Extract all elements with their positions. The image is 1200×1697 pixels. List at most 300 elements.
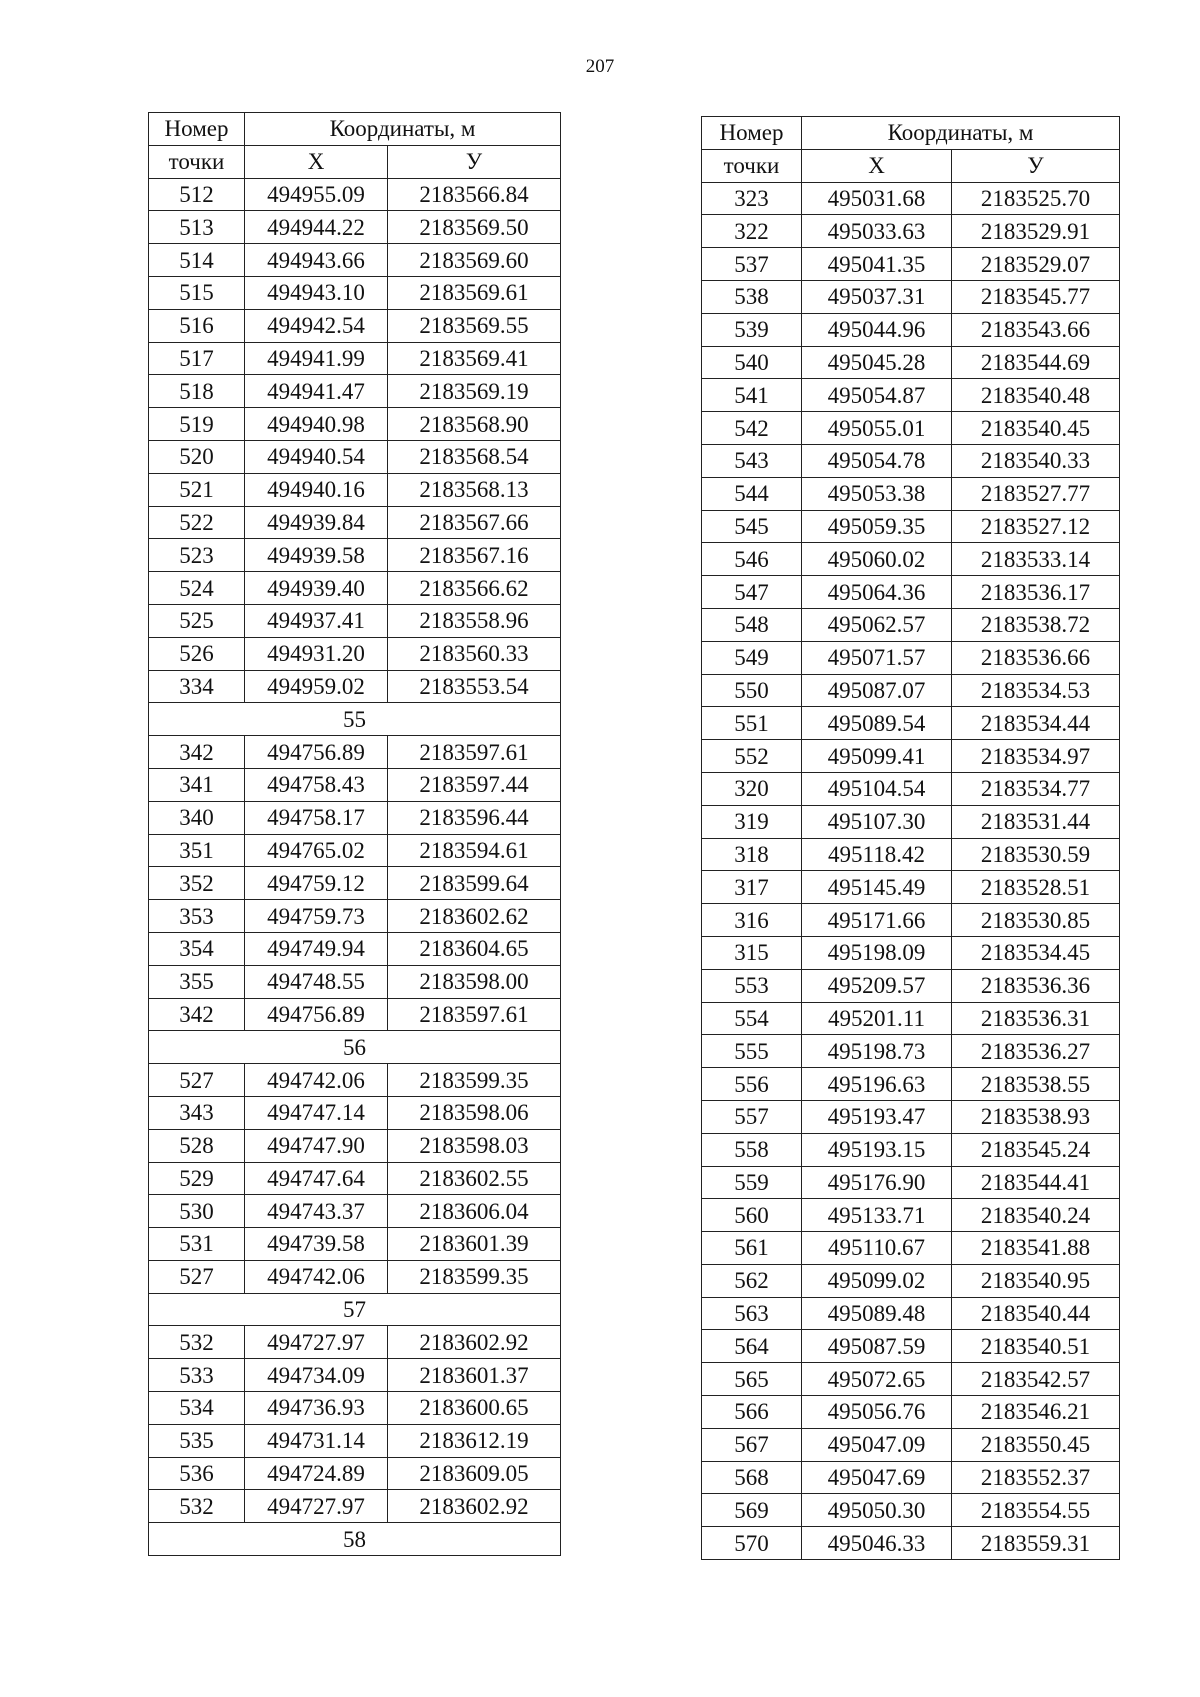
y-coordinate-cell: 2183534.44: [952, 707, 1120, 740]
table-row: [149, 604, 561, 637]
y-coordinate-cell: 2183598.00: [388, 965, 561, 998]
x-coordinate-cell: 495110.67: [802, 1232, 952, 1265]
table-row: [702, 1100, 1120, 1133]
y-coordinate-cell: 2183552.37: [952, 1461, 1120, 1494]
point-number-cell: 555: [702, 1035, 802, 1068]
x-coordinate-cell: 495193.15: [802, 1133, 952, 1166]
x-coordinate-cell: 495099.02: [802, 1264, 952, 1297]
table-row: [702, 1330, 1120, 1363]
x-coordinate-cell: 494742.06: [245, 1064, 388, 1097]
table-row: [702, 379, 1120, 412]
y-coordinate-cell: 2183534.45: [952, 936, 1120, 969]
x-coordinate-cell: 495064.36: [802, 576, 952, 609]
x-coordinate-cell: 495044.96: [802, 313, 952, 346]
x-coordinate-cell: 494939.58: [245, 539, 388, 572]
y-coordinate-cell: 2183566.62: [388, 572, 561, 605]
y-coordinate-cell: 2183598.03: [388, 1129, 561, 1162]
point-number-cell: 569: [702, 1494, 802, 1527]
x-coordinate-cell: 495041.35: [802, 248, 952, 281]
point-number-cell: 568: [702, 1461, 802, 1494]
x-coordinate-cell: 495104.54: [802, 772, 952, 805]
y-coordinate-cell: 2183559.31: [952, 1527, 1120, 1560]
x-coordinate-cell: 495133.71: [802, 1199, 952, 1232]
table-row: [149, 572, 561, 605]
point-number-cell: 557: [702, 1100, 802, 1133]
y-coordinate-cell: 2183540.48: [952, 379, 1120, 412]
x-coordinate-cell: 495196.63: [802, 1068, 952, 1101]
table-row: [702, 1494, 1120, 1527]
point-number-cell: 315: [702, 936, 802, 969]
table-row: [149, 244, 561, 277]
x-coordinate-cell: 494941.99: [245, 342, 388, 375]
point-number-cell: 353: [149, 900, 245, 933]
x-coordinate-cell: 495053.38: [802, 477, 952, 510]
point-number-cell: 323: [702, 182, 802, 215]
header-row: [149, 113, 561, 146]
y-coordinate-cell: 2183569.60: [388, 244, 561, 277]
y-coordinate-cell: 2183531.44: [952, 805, 1120, 838]
table-row: [149, 473, 561, 506]
x-coordinate-cell: 494759.73: [245, 900, 388, 933]
point-number-cell: 547: [702, 576, 802, 609]
y-coordinate-cell: 2183604.65: [388, 932, 561, 965]
x-coordinate-cell: 495059.35: [802, 510, 952, 543]
table-row: [702, 1264, 1120, 1297]
point-number-cell: 541: [702, 379, 802, 412]
table-row: [149, 1457, 561, 1490]
point-number-cell: 552: [702, 740, 802, 773]
y-coordinate-cell: 2183599.64: [388, 867, 561, 900]
y-coordinate-cell: 2183602.92: [388, 1490, 561, 1523]
table-row: [702, 707, 1120, 740]
point-number-cell: 550: [702, 674, 802, 707]
point-number-cell: 534: [149, 1392, 245, 1425]
point-number-cell: 530: [149, 1195, 245, 1228]
coordinates-table-right: [701, 116, 1120, 1560]
y-coordinate-cell: 2183540.95: [952, 1264, 1120, 1297]
table-row: [702, 936, 1120, 969]
y-coordinate-cell: 2183569.55: [388, 309, 561, 342]
point-number-cell: 532: [149, 1326, 245, 1359]
point-number-cell: 521: [149, 473, 245, 506]
y-coordinate-cell: 2183536.36: [952, 969, 1120, 1002]
table-row: [149, 342, 561, 375]
table-row: [702, 904, 1120, 937]
x-coordinate-cell: 494731.14: [245, 1424, 388, 1457]
x-coordinate-cell: 494736.93: [245, 1392, 388, 1425]
table-row: [702, 444, 1120, 477]
point-number-cell: 546: [702, 543, 802, 576]
point-number-cell: 342: [149, 736, 245, 769]
point-number-subheader: точки: [149, 145, 245, 178]
point-number-cell: 524: [149, 572, 245, 605]
table-row: [702, 412, 1120, 445]
x-coordinate-cell: 495087.07: [802, 674, 952, 707]
point-number-cell: 343: [149, 1096, 245, 1129]
point-number-cell: 564: [702, 1330, 802, 1363]
y-coordinate-cell: 2183553.54: [388, 670, 561, 703]
x-coordinate-cell: 495171.66: [802, 904, 952, 937]
point-number-cell: 563: [702, 1297, 802, 1330]
x-coordinate-cell: 494940.16: [245, 473, 388, 506]
table-row: [702, 871, 1120, 904]
table-row: [149, 1228, 561, 1261]
point-number-cell: 513: [149, 211, 245, 244]
table-row: [702, 346, 1120, 379]
y-coordinate-cell: 2183544.41: [952, 1166, 1120, 1199]
point-number-cell: 354: [149, 932, 245, 965]
table-row: [149, 178, 561, 211]
y-coordinate-cell: 2183550.45: [952, 1428, 1120, 1461]
y-coordinate-cell: 2183612.19: [388, 1424, 561, 1457]
point-number-cell: 529: [149, 1162, 245, 1195]
x-coordinate-cell: 495033.63: [802, 215, 952, 248]
table-row: [149, 276, 561, 309]
y-coordinate-cell: 2183597.61: [388, 736, 561, 769]
table-row: [702, 1428, 1120, 1461]
x-coordinate-cell: 495060.02: [802, 543, 952, 576]
x-coordinate-cell: 494943.10: [245, 276, 388, 309]
y-coordinate-cell: 2183540.45: [952, 412, 1120, 445]
table-row: [149, 1129, 561, 1162]
x-coordinate-cell: 495118.42: [802, 838, 952, 871]
x-coordinate-cell: 494749.94: [245, 932, 388, 965]
x-coordinate-cell: 494940.54: [245, 440, 388, 473]
x-coordinate-cell: 495072.65: [802, 1363, 952, 1396]
coordinates-table-left: [148, 112, 561, 1556]
table-row: [702, 1363, 1120, 1396]
y-coordinate-cell: 2183538.72: [952, 608, 1120, 641]
x-coordinate-cell: 495055.01: [802, 412, 952, 445]
x-coordinate-cell: 495089.48: [802, 1297, 952, 1330]
y-coordinate-cell: 2183541.88: [952, 1232, 1120, 1265]
y-coordinate-cell: 2183554.55: [952, 1494, 1120, 1527]
y-coordinate-cell: 2183525.70: [952, 182, 1120, 215]
y-coordinate-cell: 2183568.54: [388, 440, 561, 473]
table-row: [702, 1199, 1120, 1232]
table-row: [149, 506, 561, 539]
point-number-cell: 527: [149, 1260, 245, 1293]
section-row: [149, 1031, 561, 1064]
y-coordinate-cell: 2183527.77: [952, 477, 1120, 510]
y-coordinate-cell: 2183538.55: [952, 1068, 1120, 1101]
y-coordinate-cell: 2183568.13: [388, 473, 561, 506]
section-number: 57: [149, 1293, 561, 1326]
point-number-cell: 514: [149, 244, 245, 277]
point-number-cell: 548: [702, 608, 802, 641]
table-row: [702, 543, 1120, 576]
y-coordinate-cell: 2183536.66: [952, 641, 1120, 674]
point-number-cell: 523: [149, 539, 245, 572]
y-coordinate-cell: 2183602.62: [388, 900, 561, 933]
y-coordinate-cell: 2183546.21: [952, 1396, 1120, 1429]
point-number-cell: 340: [149, 801, 245, 834]
y-coordinate-cell: 2183540.44: [952, 1297, 1120, 1330]
table-row: [702, 1297, 1120, 1330]
point-number-cell: 539: [702, 313, 802, 346]
point-number-cell: 533: [149, 1359, 245, 1392]
y-coordinate-cell: 2183568.90: [388, 408, 561, 441]
y-coordinate-cell: 2183602.55: [388, 1162, 561, 1195]
point-number-cell: 320: [702, 772, 802, 805]
y-coordinate-cell: 2183566.84: [388, 178, 561, 211]
x-coordinate-cell: 495047.09: [802, 1428, 952, 1461]
point-number-subheader: точки: [702, 149, 802, 182]
x-header: X: [802, 149, 952, 182]
point-number-cell: 526: [149, 637, 245, 670]
y-coordinate-cell: 2183597.61: [388, 998, 561, 1031]
point-number-cell: 537: [702, 248, 802, 281]
y-coordinate-cell: 2183560.33: [388, 637, 561, 670]
point-number-cell: 518: [149, 375, 245, 408]
point-number-cell: 551: [702, 707, 802, 740]
table-row: [702, 674, 1120, 707]
point-number-cell: 535: [149, 1424, 245, 1457]
x-coordinate-cell: 494931.20: [245, 637, 388, 670]
y-coordinate-cell: 2183538.93: [952, 1100, 1120, 1133]
table-row: [149, 965, 561, 998]
point-number-cell: 542: [702, 412, 802, 445]
coordinates-header: Координаты, м: [245, 113, 561, 146]
coordinates-header: Координаты, м: [802, 117, 1120, 150]
table-row: [702, 1068, 1120, 1101]
y-coordinate-cell: 2183528.51: [952, 871, 1120, 904]
point-number-cell: 525: [149, 604, 245, 637]
point-number-cell: 566: [702, 1396, 802, 1429]
y-coordinate-cell: 2183598.06: [388, 1096, 561, 1129]
subheader-row: [149, 145, 561, 178]
x-coordinate-cell: 495056.76: [802, 1396, 952, 1429]
x-coordinate-cell: 495054.87: [802, 379, 952, 412]
point-number-cell: 553: [702, 969, 802, 1002]
x-coordinate-cell: 495209.57: [802, 969, 952, 1002]
x-coordinate-cell: 495089.54: [802, 707, 952, 740]
table-row: [149, 768, 561, 801]
y-coordinate-cell: 2183609.05: [388, 1457, 561, 1490]
table-row: [702, 838, 1120, 871]
x-coordinate-cell: 494727.97: [245, 1326, 388, 1359]
point-number-cell: 531: [149, 1228, 245, 1261]
x-coordinate-cell: 495201.11: [802, 1002, 952, 1035]
point-number-cell: 560: [702, 1199, 802, 1232]
table-row: [702, 608, 1120, 641]
point-number-cell: 536: [149, 1457, 245, 1490]
x-coordinate-cell: 495145.49: [802, 871, 952, 904]
point-number-cell: 516: [149, 309, 245, 342]
y-coordinate-cell: 2183569.41: [388, 342, 561, 375]
x-coordinate-cell: 494743.37: [245, 1195, 388, 1228]
table-row: [702, 510, 1120, 543]
table-row: [702, 313, 1120, 346]
point-number-cell: 562: [702, 1264, 802, 1297]
x-coordinate-cell: 495176.90: [802, 1166, 952, 1199]
x-coordinate-cell: 494937.41: [245, 604, 388, 637]
table-row: [149, 1096, 561, 1129]
point-number-cell: 527: [149, 1064, 245, 1097]
table-row: [149, 309, 561, 342]
table-row: [149, 1064, 561, 1097]
y-coordinate-cell: 2183540.33: [952, 444, 1120, 477]
x-coordinate-cell: 495087.59: [802, 1330, 952, 1363]
x-coordinate-cell: 494739.58: [245, 1228, 388, 1261]
x-coordinate-cell: 494944.22: [245, 211, 388, 244]
point-number-cell: 512: [149, 178, 245, 211]
table-row: [149, 1162, 561, 1195]
point-number-cell: 544: [702, 477, 802, 510]
y-coordinate-cell: 2183600.65: [388, 1392, 561, 1425]
x-coordinate-cell: 494959.02: [245, 670, 388, 703]
x-coordinate-cell: 494941.47: [245, 375, 388, 408]
table-row: [702, 1133, 1120, 1166]
table-row: [149, 932, 561, 965]
point-number-cell: 322: [702, 215, 802, 248]
y-coordinate-cell: 2183601.37: [388, 1359, 561, 1392]
x-coordinate-cell: 495046.33: [802, 1527, 952, 1560]
x-coordinate-cell: 494747.90: [245, 1129, 388, 1162]
x-coordinate-cell: 494939.84: [245, 506, 388, 539]
x-coordinate-cell: 494724.89: [245, 1457, 388, 1490]
y-coordinate-cell: 2183599.35: [388, 1260, 561, 1293]
table-row: [149, 1326, 561, 1359]
table-row: [702, 1035, 1120, 1068]
y-coordinate-cell: 2183536.17: [952, 576, 1120, 609]
table-row: [149, 1490, 561, 1523]
x-coordinate-cell: 495054.78: [802, 444, 952, 477]
y-coordinate-cell: 2183567.66: [388, 506, 561, 539]
section-row: [149, 1523, 561, 1556]
table-row: [702, 1396, 1120, 1429]
table-row: [149, 637, 561, 670]
x-coordinate-cell: 494748.55: [245, 965, 388, 998]
x-coordinate-cell: 495198.73: [802, 1035, 952, 1068]
table-row: [702, 805, 1120, 838]
x-coordinate-cell: 495198.09: [802, 936, 952, 969]
x-coordinate-cell: 494765.02: [245, 834, 388, 867]
subheader-row: [702, 149, 1120, 182]
point-number-cell: 517: [149, 342, 245, 375]
x-coordinate-cell: 495193.47: [802, 1100, 952, 1133]
y-coordinate-cell: 2183536.27: [952, 1035, 1120, 1068]
y-coordinate-cell: 2183530.59: [952, 838, 1120, 871]
page-number: 207: [585, 56, 615, 77]
point-number-cell: 561: [702, 1232, 802, 1265]
x-coordinate-cell: 495031.68: [802, 182, 952, 215]
y-coordinate-cell: 2183543.66: [952, 313, 1120, 346]
table-row: [702, 969, 1120, 1002]
point-number-cell: 334: [149, 670, 245, 703]
point-number-cell: 316: [702, 904, 802, 937]
x-coordinate-cell: 494940.98: [245, 408, 388, 441]
y-coordinate-cell: 2183542.57: [952, 1363, 1120, 1396]
y-coordinate-cell: 2183606.04: [388, 1195, 561, 1228]
table-row: [149, 408, 561, 441]
x-coordinate-cell: 494939.40: [245, 572, 388, 605]
point-number-cell: 351: [149, 834, 245, 867]
table-row: [149, 736, 561, 769]
table-row: [149, 440, 561, 473]
section-number: 56: [149, 1031, 561, 1064]
point-number-cell: 341: [149, 768, 245, 801]
point-number-cell: 567: [702, 1428, 802, 1461]
table-row: [702, 248, 1120, 281]
table-row: [702, 772, 1120, 805]
x-coordinate-cell: 495050.30: [802, 1494, 952, 1527]
y-coordinate-cell: 2183530.85: [952, 904, 1120, 937]
point-number-cell: 558: [702, 1133, 802, 1166]
y-coordinate-cell: 2183594.61: [388, 834, 561, 867]
point-number-cell: 352: [149, 867, 245, 900]
y-coordinate-cell: 2183567.16: [388, 539, 561, 572]
point-number-cell: 556: [702, 1068, 802, 1101]
x-coordinate-cell: 494756.89: [245, 998, 388, 1031]
table-row: [702, 477, 1120, 510]
x-coordinate-cell: 495062.57: [802, 608, 952, 641]
table-row: [149, 375, 561, 408]
y-coordinate-cell: 2183534.97: [952, 740, 1120, 773]
table-row: [149, 1359, 561, 1392]
header-row: [702, 117, 1120, 150]
table-row: [702, 182, 1120, 215]
table-row: [149, 211, 561, 244]
x-coordinate-cell: 494747.64: [245, 1162, 388, 1195]
y-coordinate-cell: 2183527.12: [952, 510, 1120, 543]
y-coordinate-cell: 2183599.35: [388, 1064, 561, 1097]
table-row: [149, 539, 561, 572]
x-coordinate-cell: 494758.17: [245, 801, 388, 834]
table-row: [149, 670, 561, 703]
x-coordinate-cell: 494756.89: [245, 736, 388, 769]
x-header: X: [245, 145, 388, 178]
point-number-cell: 538: [702, 280, 802, 313]
x-coordinate-cell: 494758.43: [245, 768, 388, 801]
y-coordinate-cell: 2183534.77: [952, 772, 1120, 805]
y-coordinate-cell: 2183529.91: [952, 215, 1120, 248]
y-coordinate-cell: 2183529.07: [952, 248, 1120, 281]
section-number: 55: [149, 703, 561, 736]
y-coordinate-cell: 2183569.50: [388, 211, 561, 244]
point-number-cell: 565: [702, 1363, 802, 1396]
table-row: [149, 1424, 561, 1457]
x-coordinate-cell: 494727.97: [245, 1490, 388, 1523]
x-coordinate-cell: 495037.31: [802, 280, 952, 313]
table-row: [149, 1260, 561, 1293]
section-number: 58: [149, 1523, 561, 1556]
x-coordinate-cell: 495047.69: [802, 1461, 952, 1494]
y-coordinate-cell: 2183558.96: [388, 604, 561, 637]
point-number-cell: 317: [702, 871, 802, 904]
point-number-cell: 319: [702, 805, 802, 838]
y-coordinate-cell: 2183540.24: [952, 1199, 1120, 1232]
table-row: [149, 801, 561, 834]
point-number-cell: 543: [702, 444, 802, 477]
point-number-cell: 532: [149, 1490, 245, 1523]
x-coordinate-cell: 495099.41: [802, 740, 952, 773]
section-row: [149, 703, 561, 736]
table-row: [702, 740, 1120, 773]
table-row: [149, 900, 561, 933]
y-coordinate-cell: 2183597.44: [388, 768, 561, 801]
x-coordinate-cell: 495045.28: [802, 346, 952, 379]
x-coordinate-cell: 494943.66: [245, 244, 388, 277]
x-coordinate-cell: 494734.09: [245, 1359, 388, 1392]
point-number-cell: 554: [702, 1002, 802, 1035]
y-header: У: [388, 145, 561, 178]
table-row: [702, 215, 1120, 248]
x-coordinate-cell: 494747.14: [245, 1096, 388, 1129]
table-row: [149, 834, 561, 867]
y-coordinate-cell: 2183601.39: [388, 1228, 561, 1261]
point-number-cell: 545: [702, 510, 802, 543]
